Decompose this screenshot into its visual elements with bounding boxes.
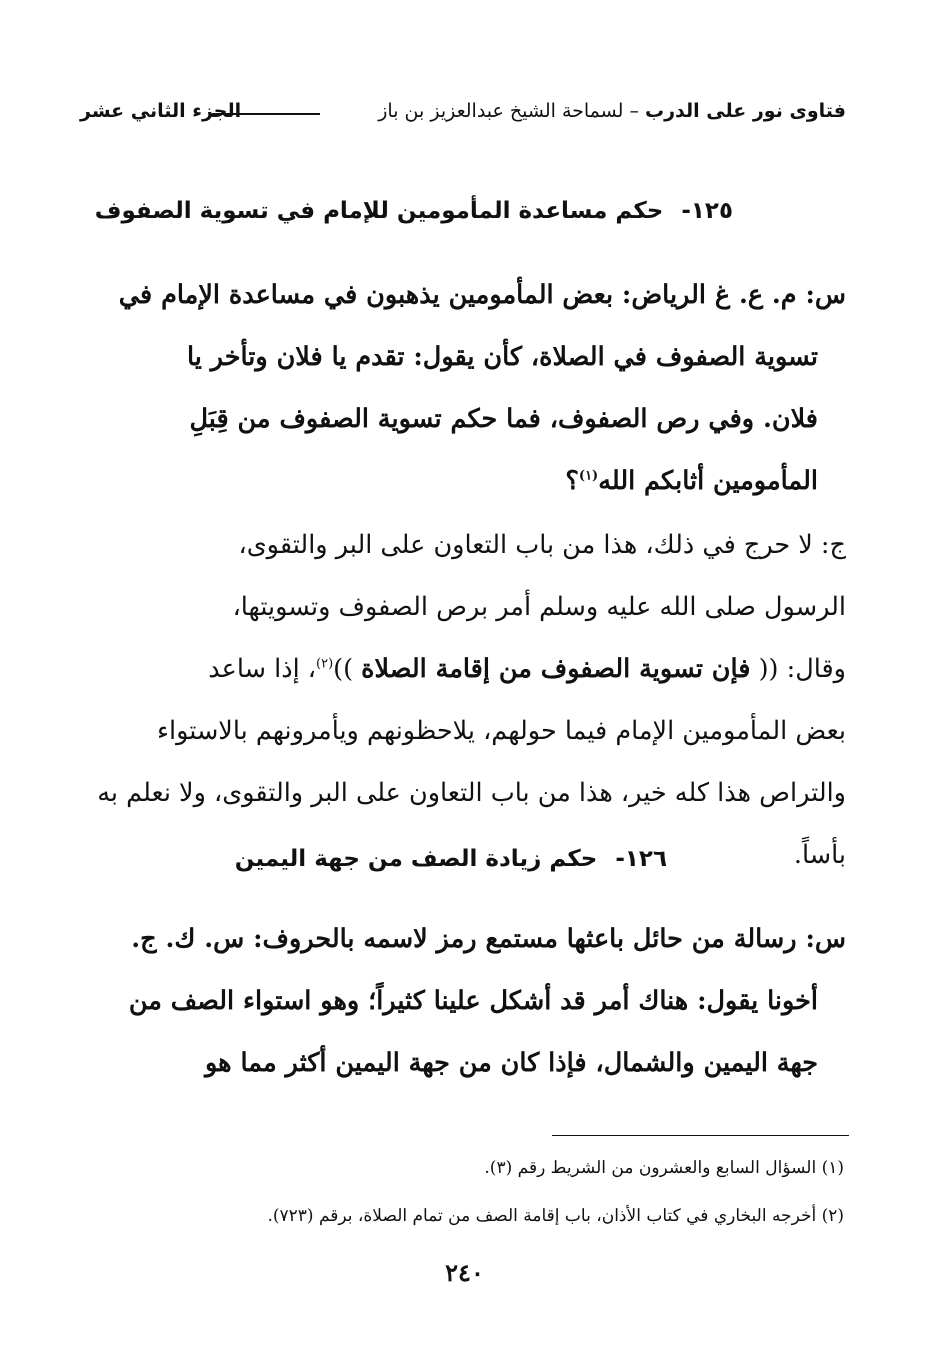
header-volume: الجزء الثاني عشر [80, 100, 242, 122]
hadith-text: فإن تسوية الصفوف من إقامة الصلاة [361, 654, 751, 684]
footnote-2: (٢) أخرجه البخاري في كتاب الأذان، باب إقامة الصف من تمام الصلاة، برقم (٧٢٣). [267, 1206, 844, 1226]
fatwa-126-title: حكم زيادة الصف من جهة اليمين [234, 846, 598, 872]
question-text: المأمومين أثابكم الله [598, 466, 818, 496]
question-line: أخونا يقول: هناك أمر قد أشكل علينا كثيراً؛ وهو استواء الصف من [128, 986, 818, 1016]
answer-text: ، إذا ساعد [208, 654, 316, 684]
footnote-separator [552, 1135, 849, 1136]
fatwa-125-answer [80, 514, 846, 886]
fatwa-125-number: ١٢٥- [681, 198, 733, 224]
fatwa-126-number: ١٢٦- [615, 846, 667, 872]
fatwa-126-heading [235, 846, 667, 872]
answer-line: الرسول صلى الله عليه وسلم أمر برص الصفوف وتسويتها، [232, 592, 846, 622]
footnote-ref: (١) [578, 468, 599, 484]
footnote-1: (١) السؤال السابع والعشرون من الشريط رقم (٣). [484, 1158, 844, 1178]
hadith-open: وقال: (( [758, 654, 846, 684]
question-line: س: م. ع. غ الرياض: بعض المأمومين يذهبون في مساعدة الإمام في [118, 280, 846, 310]
answer-line: ج: لا حرج في ذلك، هذا من باب التعاون على البر والتقوى، [238, 530, 846, 560]
footnote-ref: (٢) [316, 656, 334, 672]
answer-line [80, 638, 846, 700]
header-author: – لسماحة الشيخ عبدالعزيز بن باز [378, 100, 639, 122]
question-mark: ؟ [565, 466, 579, 496]
question-line: جهة اليمين والشمال، فإذا كان من جهة اليمين أكثر مما هو [204, 1048, 818, 1078]
header-book-title: فتاوى نور على الدرب [645, 100, 846, 122]
hadith-close: )) [333, 654, 354, 684]
fatwa-125-question [80, 264, 846, 512]
fatwa-125-heading [95, 198, 733, 224]
fatwa-126-question [80, 908, 846, 1094]
answer-line: والتراص هذا كله خير، هذا من باب التعاون على البر والتقوى، ولا نعلم به [97, 778, 846, 808]
fatwa-125-title: حكم مساعدة المأمومين للإمام في تسوية الصفوف [94, 198, 664, 224]
question-line: س: رسالة من حائل باعثها مستمع رمز لاسمه بالحروف: س. ك. ج. [131, 924, 846, 954]
answer-line: بعض المأمومين الإمام فيما حولهم، يلاحظونهم ويأمرونهم بالاستواء [157, 716, 846, 746]
header-book-author [378, 100, 846, 122]
question-line [80, 450, 846, 512]
running-header [80, 100, 846, 132]
question-line: تسوية الصفوف في الصلاة، كأن يقول: تقدم يا فلان وتأخر يا [186, 342, 818, 372]
question-line: فلان. وفي رص الصفوف، فما حكم تسوية الصفوف من قِبَلِ [189, 404, 818, 434]
answer-line: بأساً. [793, 840, 846, 870]
page-number: ٢٤٠ [445, 1258, 484, 1287]
